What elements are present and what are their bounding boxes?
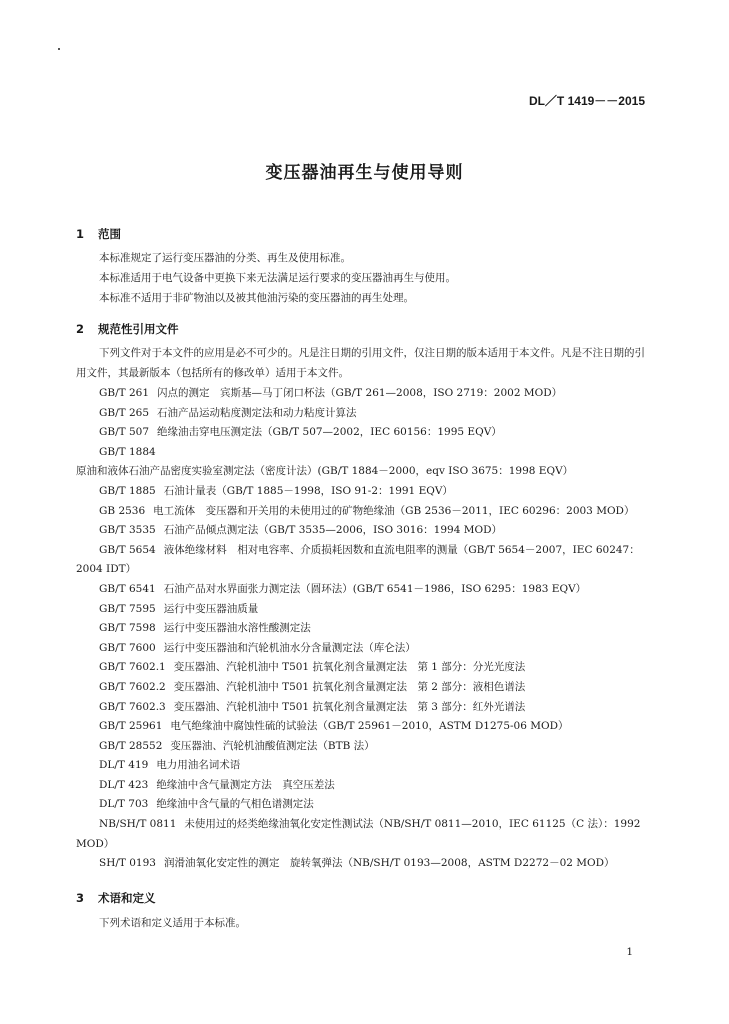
reference-code: DL/T 419	[99, 759, 149, 772]
reference-entry	[76, 482, 656, 502]
reference-code: NB/SH/T 0811	[99, 818, 177, 831]
reference-title: 润滑油氧化安定性的测定 旋转氧弹法（NB/SH/T 0193—2008，ASTM D2272－02 MOD）	[163, 857, 615, 870]
reference-entry	[76, 737, 656, 757]
reference-code: DL/T 423	[99, 778, 149, 791]
reference-title: 液体绝缘材料 相对电容率、介质损耗因数和直流电阻率的测量（GB/T 5654－2007，IEC 60247：2004 IDT）	[76, 543, 640, 576]
reference-title: 变压器油、汽轮机油中 T501 抗氧化剂含量测定法 第 1 部分：分光光度法	[173, 661, 526, 674]
reference-title: 石油产品倾点测定法（GB/T 3535—2006，ISO 3016：1994 MOD）	[163, 524, 502, 537]
reference-title: 变压器油、汽轮机油中 T501 抗氧化剂含量测定法 第 2 部分：液相色谱法	[173, 680, 526, 693]
reference-entry	[76, 541, 656, 580]
reference-entry	[76, 658, 656, 678]
reference-title: 运行中变压器油质量	[163, 602, 259, 615]
reference-title: 电力用油名词术语	[156, 759, 241, 772]
paragraph: 下列文件对于本文件的应用是必不可少的。凡是注日期的引用文件，仅注日期的版本适用于本文件。凡是不注日期的引用文件，其最新版本（包括所有的修改单）适用于本文件。	[76, 347, 645, 379]
reference-title: 闪点的测定 宾斯基—马丁闭口杯法（GB/T 261—2008，ISO 2719：2002 MOD）	[157, 387, 563, 399]
section-1-body	[76, 248, 651, 308]
document-title: 变压器油再生与使用导则	[265, 163, 464, 183]
reference-title: 绝缘油中含气量的气相色谱测定法	[156, 798, 314, 811]
reference-entry	[76, 502, 656, 522]
section-3-body	[76, 913, 651, 933]
reference-code: GB/T 5654	[99, 543, 156, 556]
reference-title: 变压器油、汽轮机油酸值测定法（BTB 法）	[170, 739, 375, 752]
reference-entry	[76, 384, 656, 404]
reference-code: GB/T 507	[99, 426, 150, 439]
reference-entry	[76, 423, 656, 443]
reference-code: GB/T 1885	[99, 484, 156, 497]
reference-entry	[76, 795, 656, 815]
section-2-intro	[76, 343, 651, 383]
reference-code: GB/T 7602.1	[99, 661, 166, 674]
standard-code: DL／T 1419－－2015	[528, 94, 645, 108]
section-2-heading	[76, 321, 179, 337]
reference-code: GB/T 1884	[99, 445, 156, 458]
reference-code: GB/T 7602.3	[99, 700, 166, 713]
reference-code: GB/T 7595	[99, 602, 156, 615]
reference-title: 运行中变压器油和汽轮机油水分含量测定法（库仑法）	[163, 641, 416, 654]
section-1-heading	[76, 226, 121, 242]
paragraph: 本标准不适用于非矿物油以及被其他油污染的变压器油的再生处理。	[99, 292, 414, 304]
section-2-title: 规范性引用文件	[98, 322, 179, 336]
reference-entry	[76, 756, 656, 776]
reference-code: DL/T 703	[99, 798, 149, 811]
reference-code: GB/T 6541	[99, 582, 156, 595]
reference-entry	[76, 717, 656, 737]
reference-entry	[76, 698, 656, 718]
reference-code: GB/T 261	[99, 387, 150, 399]
paragraph: 本标准适用于电气设备中更换下来无法满足运行要求的变压器油再生与使用。	[99, 272, 456, 284]
reference-title: 电工流体 变压器和开关用的未使用过的矿物绝缘油（GB 2536－2011，IEC 60296：2003 MOD）	[153, 504, 635, 517]
reference-entry	[76, 619, 656, 639]
section-1-number: 1	[76, 227, 85, 241]
section-1-title: 范围	[98, 227, 121, 241]
reference-title: 原油和液体石油产品密度实验室测定法（密度计法）(GB/T 1884－2000，eqv ISO 3675：1998 EQV）	[76, 465, 574, 478]
reference-title: 石油产品对水界面张力测定法（圆环法）(GB/T 6541－1986，ISO 6295：1983 EQV）	[163, 582, 587, 595]
reference-title: 绝缘油中含气量测定方法 真空压差法	[156, 778, 335, 791]
reference-code: GB/T 265	[99, 406, 150, 419]
reference-entry	[76, 776, 656, 796]
reference-entry	[76, 600, 656, 620]
reference-code: GB/T 7600	[99, 641, 156, 654]
reference-entry	[76, 443, 656, 482]
reference-entry	[76, 815, 656, 854]
reference-code: GB/T 25961	[99, 720, 163, 733]
reference-entry	[76, 854, 656, 874]
reference-title: 石油产品运动粘度测定法和动力粘度计算法	[157, 406, 357, 419]
page-number: 1	[626, 946, 633, 958]
reference-title: 电气绝缘油中腐蚀性硫的试验法（GB/T 25961－2010，ASTM D1275-06 MOD）	[170, 720, 569, 733]
section-3-title: 术语和定义	[98, 891, 156, 905]
scan-speck	[58, 48, 60, 50]
reference-list	[76, 384, 656, 874]
reference-code: GB/T 7598	[99, 622, 156, 635]
reference-title: 未使用过的烃类绝缘油氧化安定性测试法（NB/SH/T 0811—2010，IEC 61125（C 法）：1992 MOD）	[76, 818, 641, 850]
reference-code: GB/T 7602.2	[99, 680, 166, 693]
paragraph: 本标准规定了运行变压器油的分类、再生及使用标准。	[99, 252, 351, 264]
reference-entry	[76, 639, 656, 659]
reference-entry	[76, 521, 656, 541]
paragraph: 下列术语和定义适用于本标准。	[99, 917, 246, 929]
reference-code: GB/T 3535	[99, 524, 156, 537]
reference-entry	[76, 404, 656, 424]
reference-code: SH/T 0193	[99, 857, 156, 870]
reference-code: GB/T 28552	[99, 739, 163, 752]
reference-title: 变压器油、汽轮机油中 T501 抗氧化剂含量测定法 第 3 部分：红外光谱法	[173, 700, 526, 713]
section-2-number: 2	[76, 322, 85, 336]
reference-entry	[76, 580, 656, 600]
reference-entry	[76, 678, 656, 698]
reference-code: GB 2536	[99, 504, 146, 517]
reference-title: 运行中变压器油水溶性酸测定法	[163, 622, 311, 635]
reference-title: 石油计量表（GB/T 1885－1998，ISO 91-2：1991 EQV）	[163, 484, 453, 497]
reference-title: 绝缘油击穿电压测定法（GB/T 507—2002，IEC 60156：1995 EQV）	[157, 426, 502, 439]
section-3-number: 3	[76, 891, 85, 905]
section-3-heading	[76, 890, 156, 906]
